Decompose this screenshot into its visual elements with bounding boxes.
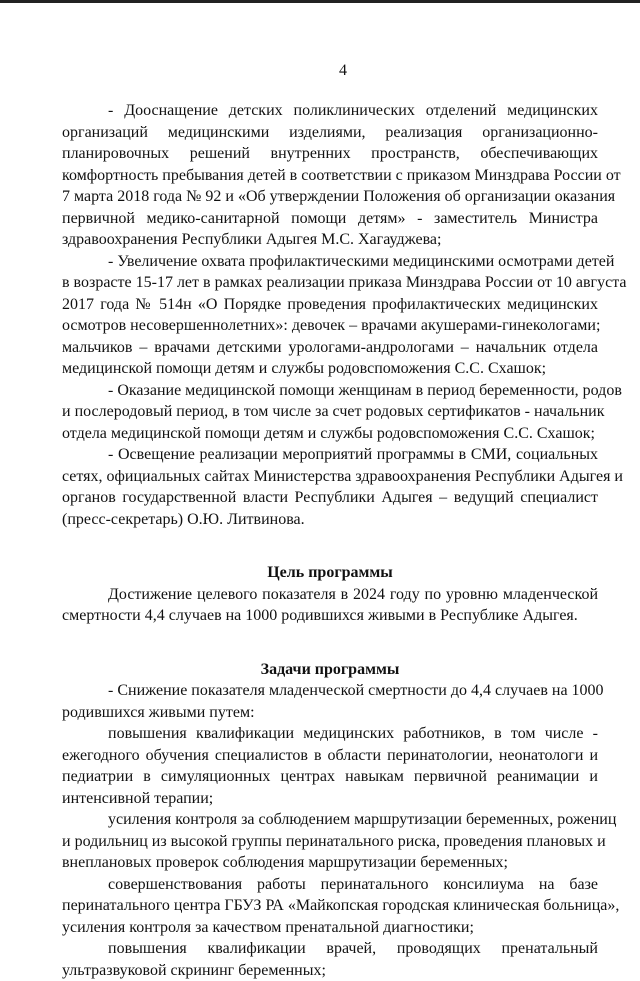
goal-paragraph <box>62 584 598 627</box>
text-line: усиления контроля за соблюдением маршрутизации беременных, рожениц <box>62 809 598 831</box>
page-top-edge <box>0 0 640 3</box>
responsibility-paragraph <box>62 380 598 445</box>
task-item <box>62 874 598 939</box>
text-line: планировочных решений внутренних пространств, обеспечивающих <box>62 143 598 165</box>
text-line: первичной медико-санитарной помощи детям» - заместитель Министра <box>62 208 598 230</box>
text-line: сетях, официальных сайтах Министерства здравоохранения Республики Адыгея и <box>62 466 598 488</box>
text-line: усиления контроля за качеством пренатальной диагностики; <box>62 917 598 939</box>
task-item <box>62 938 598 981</box>
text-line: и родильниц из высокой группы перинатального риска, проведения плановых и <box>62 831 598 853</box>
text-line: смертности 4,4 случаев на 1000 родившихся живыми в Республике Адыгея. <box>62 605 598 627</box>
text-line: - Увеличение охвата профилактическими медицинскими осмотрами детей <box>62 251 598 273</box>
text-line: интенсивной терапии; <box>62 788 598 810</box>
text-line: перинатального центра ГБУЗ РА «Майкопская городская клиническая больница», <box>62 895 598 917</box>
text-line: повышения квалификации медицинских работников, в том числе - <box>62 723 598 745</box>
text-line: - Снижение показателя младенческой смертности до 4,4 случаев на 1000 <box>62 680 598 702</box>
goal-heading: Цель программы <box>62 562 598 584</box>
text-line: в возрасте 15-17 лет в рамках реализации приказа Минздрава России от 10 августа <box>62 272 598 294</box>
responsibility-paragraph <box>62 100 598 251</box>
task-item <box>62 723 598 809</box>
text-line: совершенствования работы перинатального консилиума на базе <box>62 874 598 896</box>
text-line: организаций медицинскими изделиями, реализация организационно- <box>62 122 598 144</box>
task-item <box>62 809 598 874</box>
text-line: (пресс-секретарь) О.Ю. Литвинова. <box>62 509 598 531</box>
text-line: медицинской помощи детям и службы родовспоможения С.С. Схашок; <box>62 358 598 380</box>
text-line: и послеродовый период, в том числе за счет родовых сертификатов - начальник <box>62 401 598 423</box>
text-line: 2017 года № 514н «О Порядке проведения профилактических медицинских <box>62 294 598 316</box>
text-line: родившихся живыми путем: <box>62 702 598 724</box>
text-line: педиатрии в симуляционных центрах навыкам первичной реанимации и <box>62 766 598 788</box>
text-line: - Дооснащение детских поликлинических отделений медицинских <box>62 100 598 122</box>
text-line: Достижение целевого показателя в 2024 году по уровню младенческой <box>62 584 598 606</box>
text-line: органов государственной власти Республики Адыгея – ведущий специалист <box>62 487 598 509</box>
document-body <box>62 100 598 981</box>
text-line: - Оказание медицинской помощи женщинам в период беременности, родов <box>62 380 598 402</box>
tasks-heading: Задачи программы <box>62 659 598 681</box>
text-line: ежегодного обучения специалистов в области перинатологии, неонатологи и <box>62 745 598 767</box>
tasks-intro <box>62 680 598 723</box>
text-line: - Освещение реализации мероприятий программы в СМИ, социальных <box>62 444 598 466</box>
text-line: внеплановых проверок соблюдения маршрутизации беременных; <box>62 852 598 874</box>
text-line: повышения квалификации врачей, проводящих пренатальный <box>62 938 598 960</box>
responsibility-paragraph <box>62 444 598 530</box>
text-line: мальчиков – врачами детскими урологами-андрологами – начальник отдела <box>62 337 598 359</box>
text-line: отдела медицинской помощи детям и службы родовспоможения С.С. Схашок; <box>62 423 598 445</box>
text-line: здравоохранения Республики Адыгея М.С. Хагауджева; <box>62 229 598 251</box>
responsibility-paragraph <box>62 251 598 380</box>
text-line: 7 марта 2018 года № 92 и «Об утверждении Положения об организации оказания <box>62 186 598 208</box>
text-line: осмотров несовершеннолетних»: девочек – врачами акушерами-гинекологами; <box>62 315 598 337</box>
page-number: 4 <box>0 62 640 80</box>
text-line: комфортность пребывания детей в соответствии с приказом Минздрава России от <box>62 165 598 187</box>
text-line: ультразвуковой скрининг беременных; <box>62 960 598 981</box>
